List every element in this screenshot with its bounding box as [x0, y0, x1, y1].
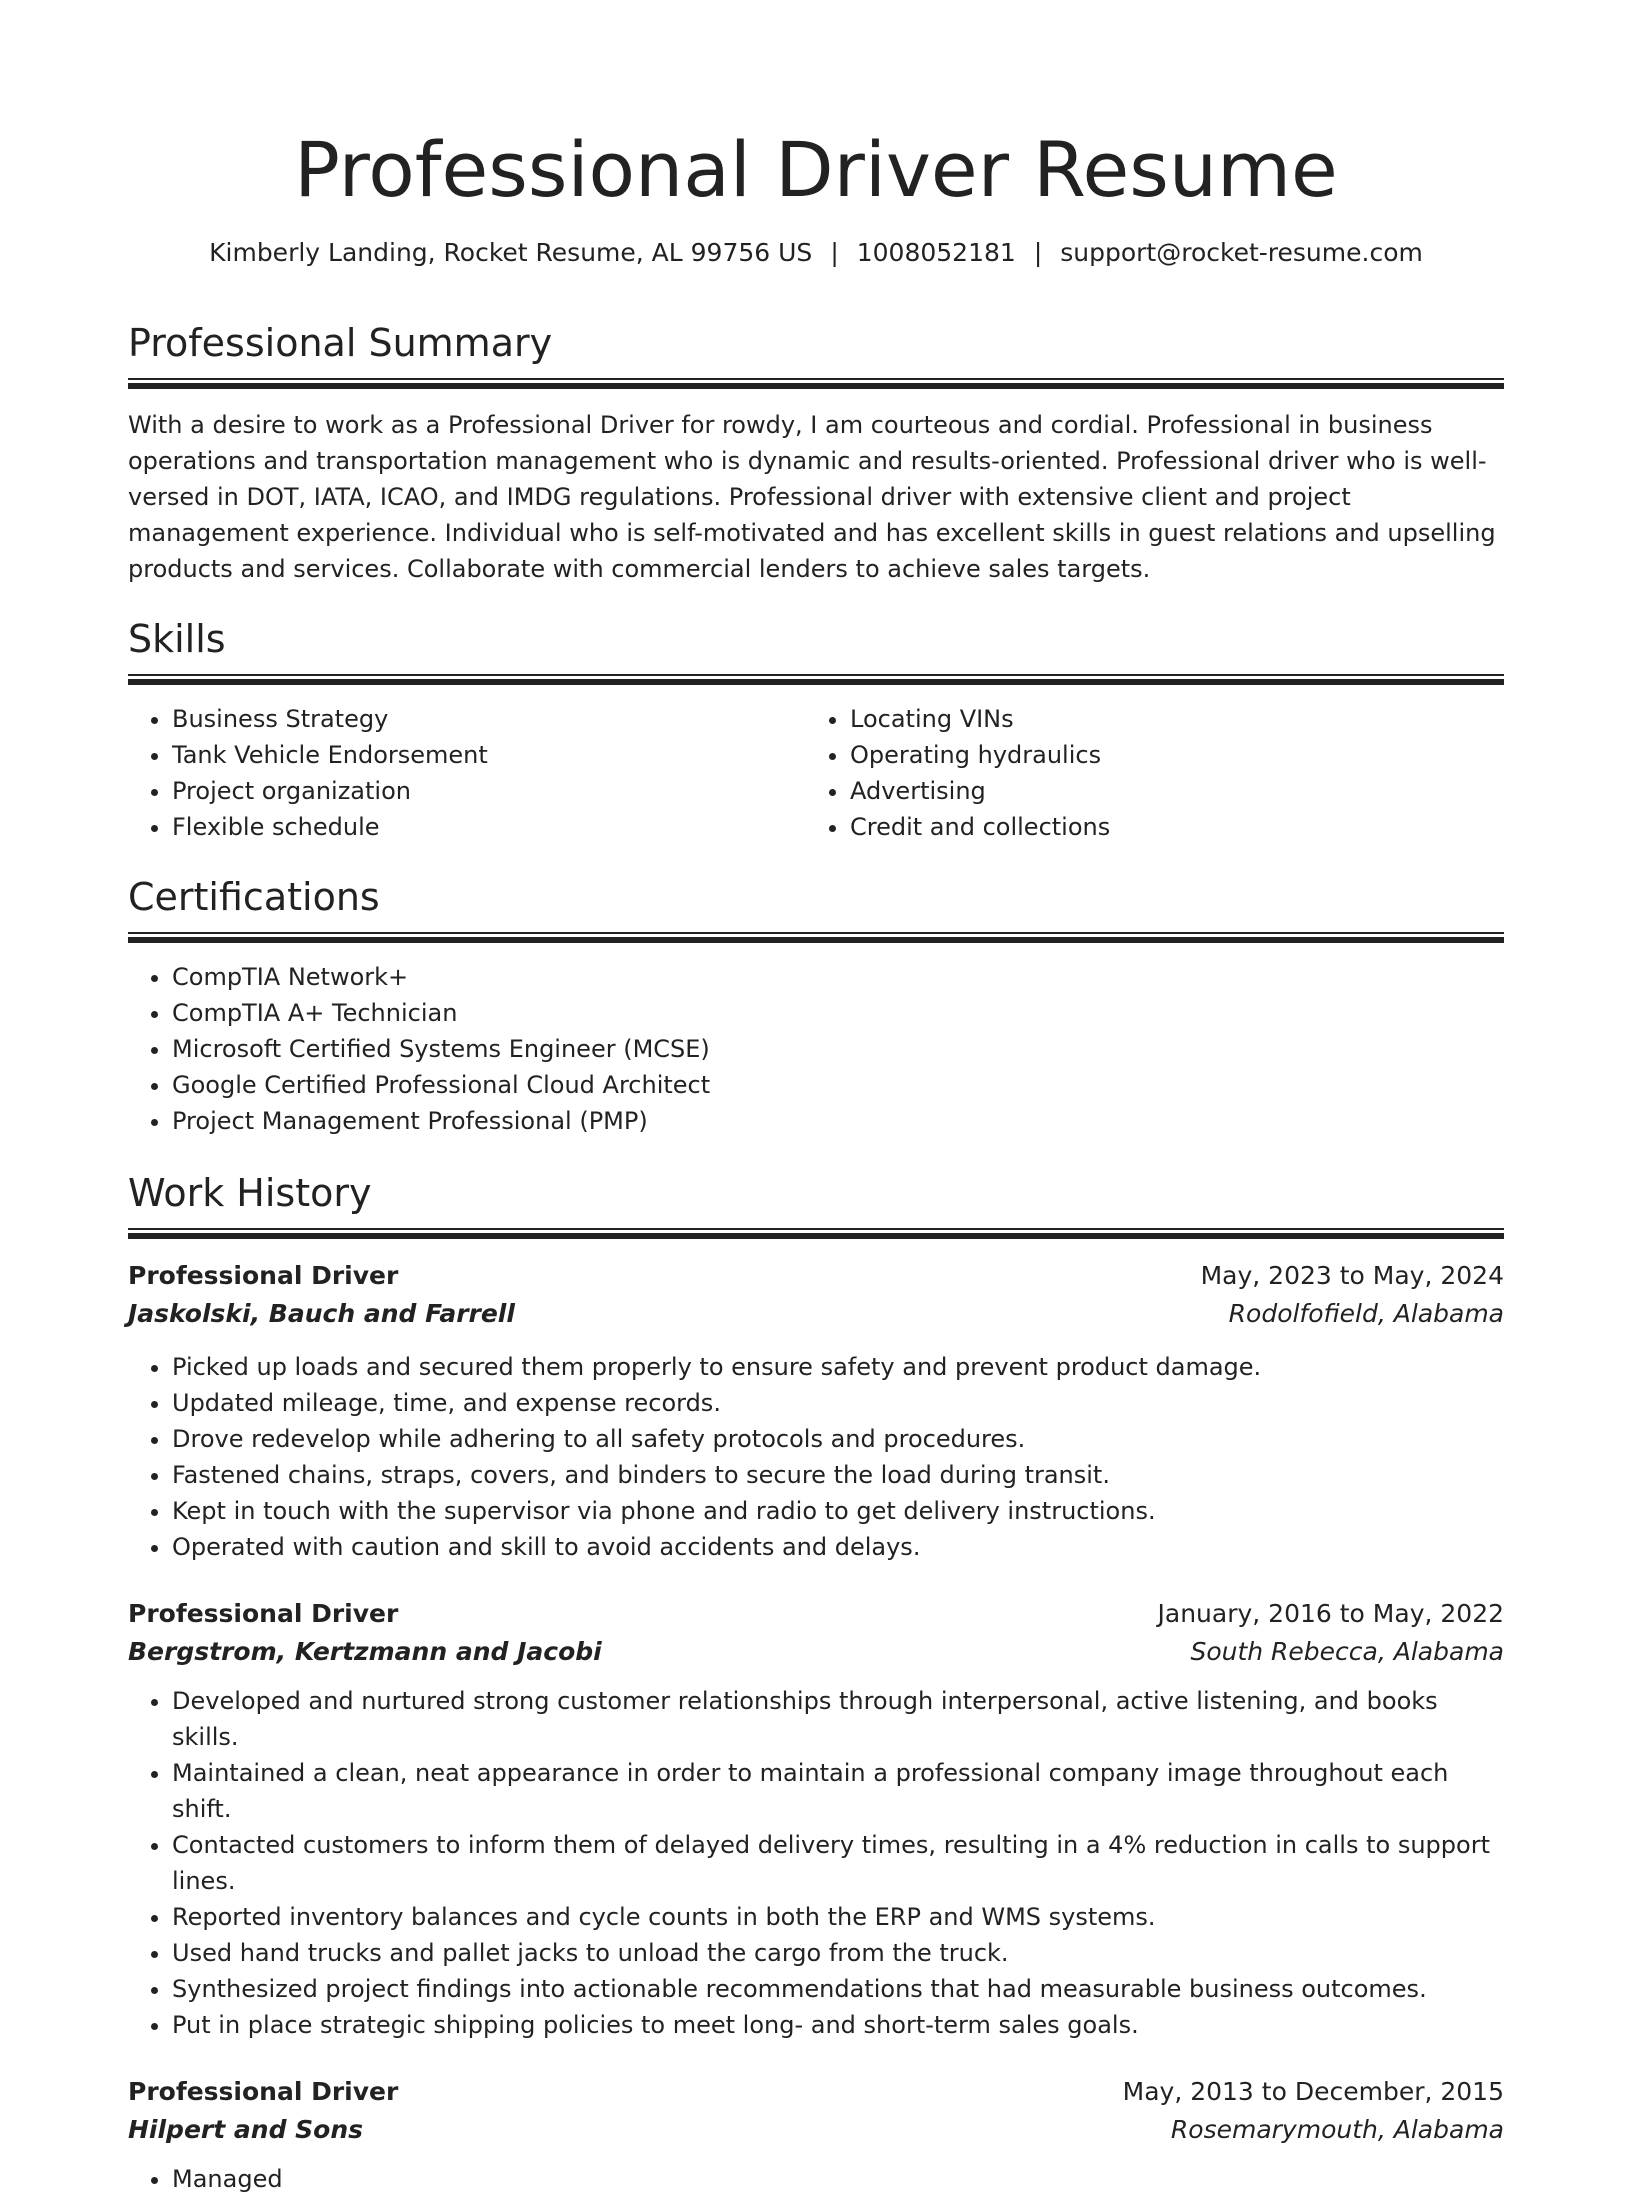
contact-separator: | — [830, 238, 839, 267]
work-history-heading: Work History — [128, 1171, 372, 1215]
job-company: Jaskolski, Bauch and Farrell — [128, 1299, 515, 1328]
job-bullet: • Drove redevelop while adhering to all safety protocols and procedures. — [172, 1421, 1504, 1457]
resume-page — [128, 0, 1504, 2193]
job-company: Hilpert and Sons — [128, 2115, 364, 2144]
job-bullet: • Kept in touch with the supervisor via phone and radio to get delivery instructions. — [172, 1493, 1504, 1529]
section-divider — [128, 378, 1504, 389]
job-bullet: • Managed — [172, 2161, 1504, 2197]
job-entry — [128, 2073, 1504, 2197]
certification-item: • Project Management Professional (PMP) — [172, 1103, 1504, 1139]
certifications-section — [128, 874, 1504, 1139]
job-company: Bergstrom, Kertzmann and Jacobi — [128, 1637, 602, 1666]
skills-grid — [128, 701, 1504, 845]
contact-separator: | — [1033, 238, 1043, 267]
section-divider — [128, 674, 1504, 685]
contact-email[interactable]: support@rocket-resume.com — [1060, 238, 1423, 267]
job-subheader — [128, 1633, 1504, 1671]
skill-item: • Tank Vehicle Endorsement — [172, 737, 806, 773]
job-bullet: • Picked up loads and secured them properly to ensure safety and prevent product damage. — [172, 1349, 1504, 1385]
job-title: Professional Driver — [128, 1599, 399, 1628]
job-bullet: • Contacted customers to inform them of delayed delivery times, resulting in a 4% reduction in calls to support lines. — [172, 1827, 1504, 1899]
certification-item: • Google Certified Professional Cloud Architect — [172, 1067, 1504, 1103]
certifications-list — [128, 959, 1504, 1139]
contact-line — [128, 236, 1504, 270]
skill-item: • Advertising — [850, 773, 1484, 809]
certification-item: • CompTIA A+ Technician — [172, 995, 1504, 1031]
contact-address: Kimberly Landing, Rocket Resume, AL 99756 US — [209, 238, 813, 267]
section-divider — [128, 1228, 1504, 1239]
job-bullet: • Maintained a clean, neat appearance in order to maintain a professional company image throughout each shift. — [172, 1755, 1504, 1827]
job-header — [128, 2073, 1504, 2111]
job-bullet: • Updated mileage, time, and expense records. — [172, 1385, 1504, 1421]
skills-list-left — [128, 701, 806, 845]
job-title: Professional Driver — [128, 2077, 399, 2106]
resume-title: Professional Driver Resume — [294, 125, 1338, 214]
job-dates: May, 2023 to May, 2024 — [1200, 1261, 1504, 1290]
job-header — [128, 1257, 1504, 1295]
work-history-section — [128, 1170, 1504, 2197]
skills-section — [128, 616, 1504, 845]
skill-item: • Locating VINs — [850, 701, 1484, 737]
job-entry — [128, 1257, 1504, 1565]
skill-item: • Credit and collections — [850, 809, 1484, 845]
skills-list-right — [806, 701, 1484, 845]
contact-phone: 1008052181 — [856, 238, 1016, 267]
job-bullet: • Developed and nurtured strong customer relationships through interpersonal, active listening, and books skills. — [172, 1683, 1504, 1755]
job-title: Professional Driver — [128, 1261, 399, 1290]
job-dates: January, 2016 to May, 2022 — [1157, 1599, 1504, 1628]
summary-heading: Professional Summary — [128, 321, 553, 365]
job-header — [128, 1595, 1504, 1633]
job-bullet: • Used hand trucks and pallet jacks to unload the cargo from the truck. — [172, 1935, 1504, 1971]
skill-item: • Flexible schedule — [172, 809, 806, 845]
job-bullet: • Fastened chains, straps, covers, and binders to secure the load during transit. — [172, 1457, 1504, 1493]
skills-heading: Skills — [128, 617, 226, 661]
job-subheader — [128, 1295, 1504, 1333]
job-entry — [128, 1595, 1504, 2043]
skill-item: • Operating hydraulics — [850, 737, 1484, 773]
job-dates: May, 2013 to December, 2015 — [1122, 2077, 1504, 2106]
job-location: Rosemarymouth, Alabama — [1170, 2115, 1504, 2144]
job-bullet: • Synthesized project findings into actionable recommendations that had measurable business outcomes. — [172, 1971, 1504, 2007]
summary-section — [128, 320, 1504, 587]
skill-item: • Project organization — [172, 773, 806, 809]
job-bullets — [128, 2161, 1504, 2197]
job-location: South Rebecca, Alabama — [1190, 1637, 1504, 1666]
job-bullet: • Reported inventory balances and cycle counts in both the ERP and WMS systems. — [172, 1899, 1504, 1935]
certification-item: • CompTIA Network+ — [172, 959, 1504, 995]
certifications-heading: Certifications — [128, 875, 380, 919]
certification-item: • Microsoft Certified Systems Engineer (MCSE) — [172, 1031, 1504, 1067]
summary-text: With a desire to work as a Professional Driver for rowdy, I am courteous and cordial. Professional in business operations and transportation management who is dynamic and results-oriented. Professional driver who is well-versed in DOT, IATA, ICAO, and IMDG regulations. Professional driver with extensive client and project management experience. Individual who is self-motivated and has excellent skills in guest relations and upselling products and services. Collaborate with commercial lenders to achieve sales targets. — [128, 411, 1496, 583]
job-bullet: • Put in place strategic shipping policies to meet long- and short-term sales goals. — [172, 2007, 1504, 2043]
job-subheader — [128, 2111, 1504, 2149]
section-divider — [128, 932, 1504, 943]
skill-item: • Business Strategy — [172, 701, 806, 737]
job-location: Rodolfofield, Alabama — [1228, 1299, 1504, 1328]
job-bullet: • Operated with caution and skill to avoid accidents and delays. — [172, 1529, 1504, 1565]
job-bullets — [128, 1683, 1504, 2043]
job-bullets — [128, 1349, 1504, 1565]
